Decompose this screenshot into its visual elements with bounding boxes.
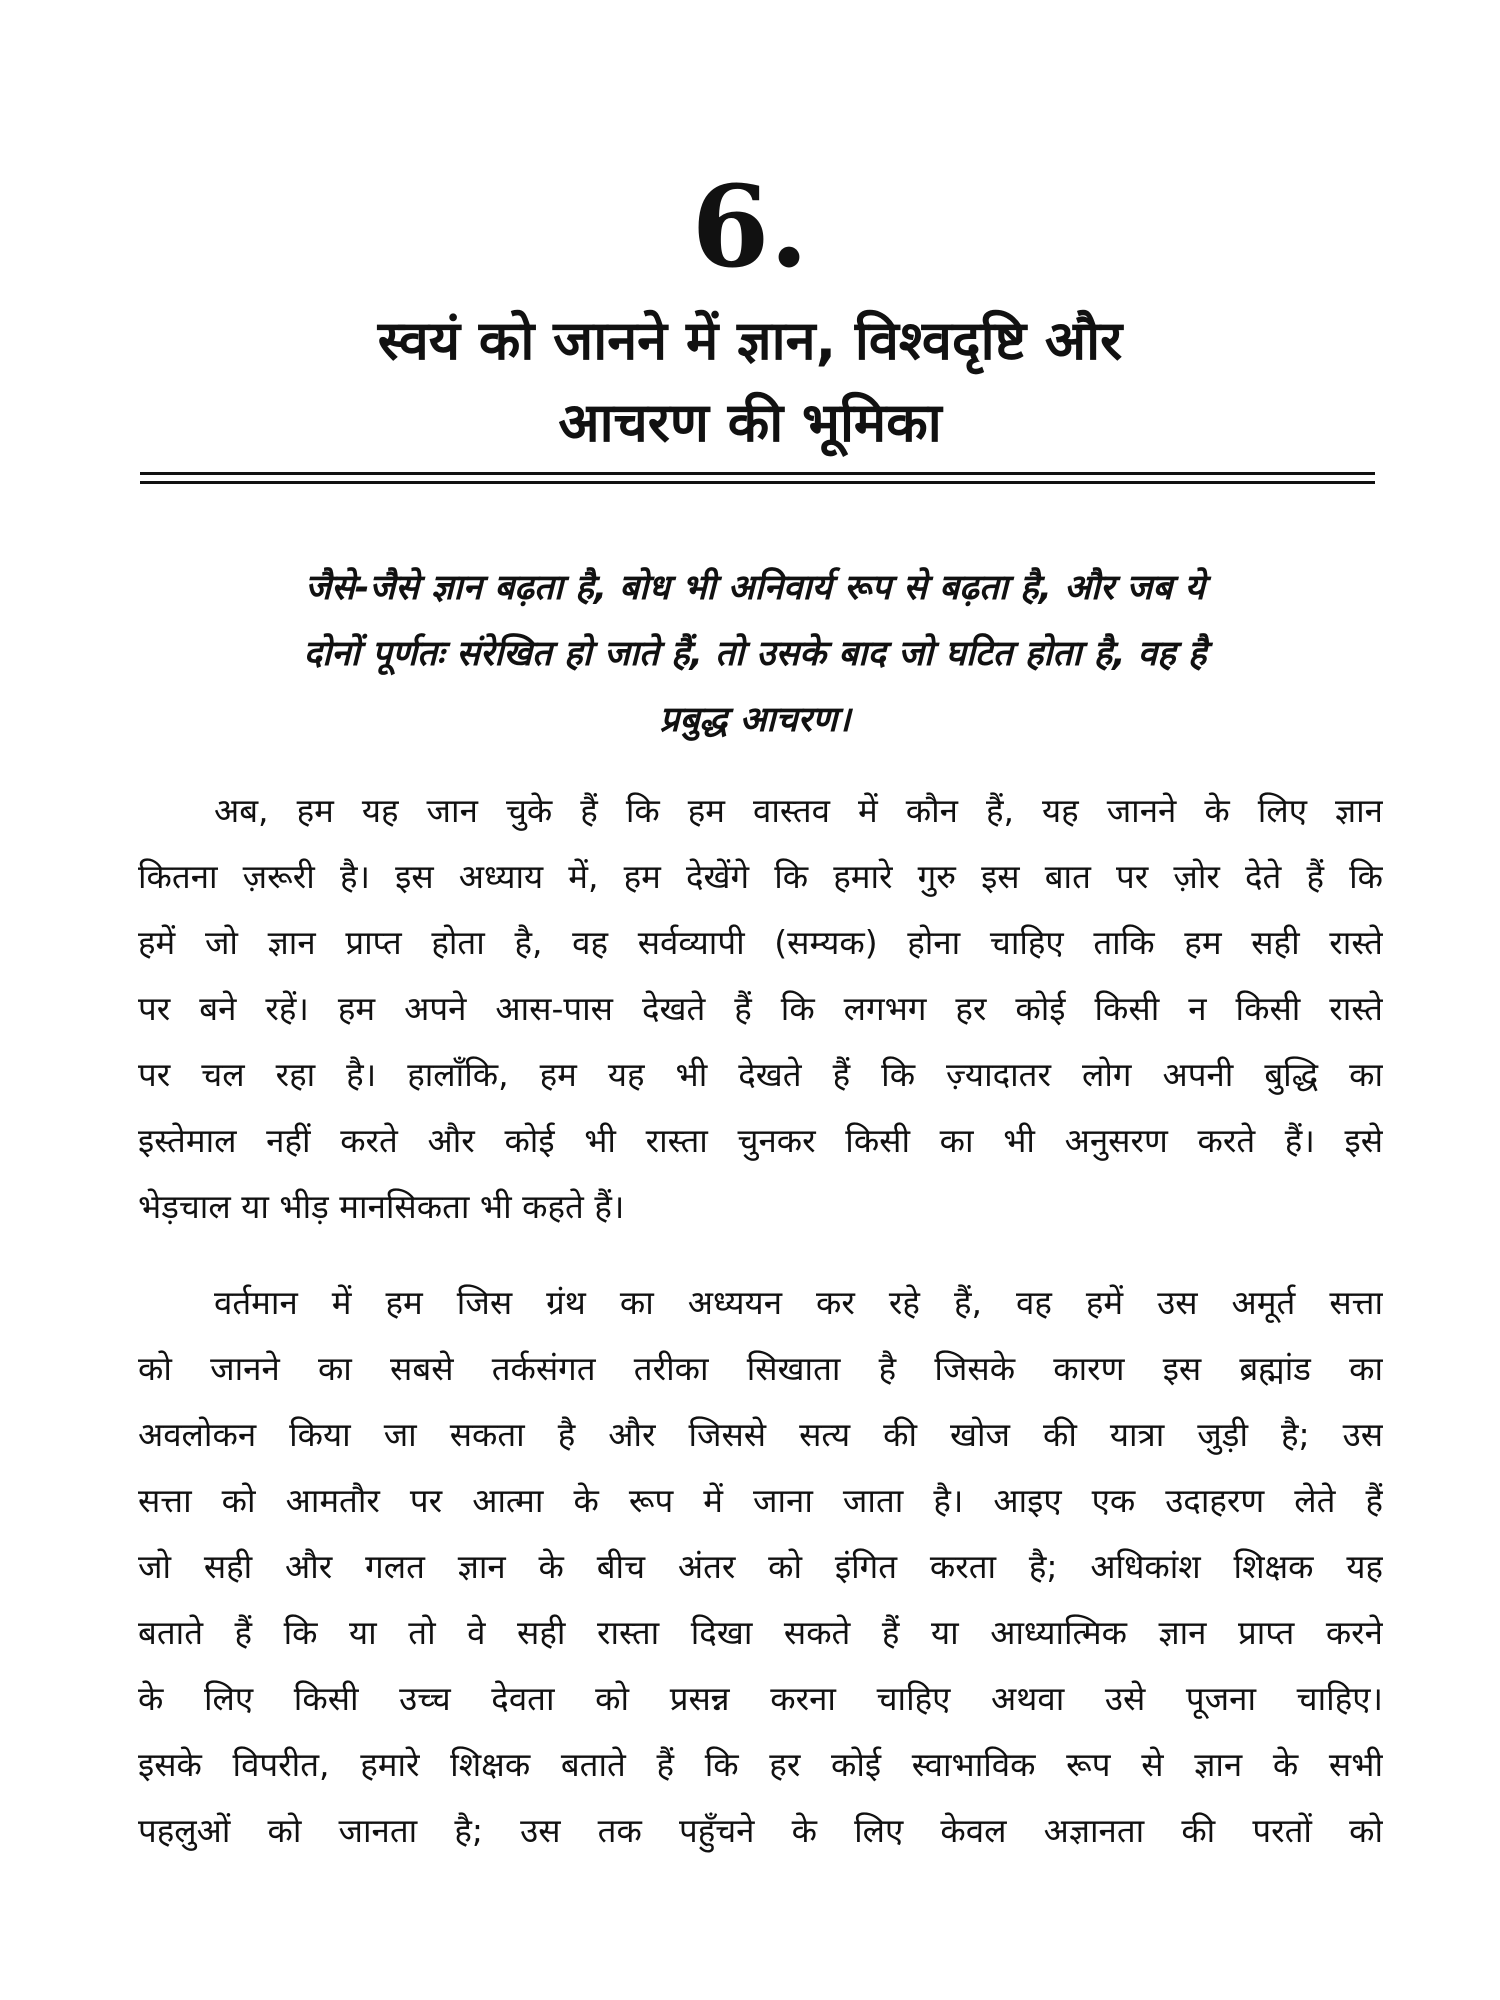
text-line: भेड़चाल या भीड़ मानसिकता भी कहते हैं। bbox=[138, 1187, 625, 1226]
text-line: सत्ता को आमतौर पर आत्मा के रूप में जाना जाता है। आइए एक उदाहरण लेते हैं bbox=[138, 1481, 1383, 1520]
text-line: पहलुओं को जानता है; उस तक पहुँचने के लिए केवल अज्ञानता की परतों को bbox=[138, 1811, 1383, 1850]
chapter-title bbox=[170, 300, 1330, 464]
text-line: बताते हैं कि या तो वे सही रास्ता दिखा सकते हैं या आध्यात्मिक ज्ञान प्राप्त करने bbox=[138, 1613, 1383, 1652]
epigraph-line: दोनों पूर्णतः संरेखित हो जाते हैं, तो उसके बाद जो घटित होता है, वह है bbox=[303, 634, 1207, 674]
chapter-title-line: आचरण की भूमिका bbox=[558, 391, 942, 454]
body-paragraph-1 bbox=[138, 778, 1383, 1240]
text-line: अब, हम यह जान चुके हैं कि हम वास्तव में कौन हैं, यह जानने के लिए ज्ञान bbox=[214, 791, 1383, 830]
chapter-title-line: स्वयं को जानने में ज्ञान, विश्वदृष्टि और bbox=[377, 309, 1123, 372]
text-line: जो सही और गलत ज्ञान के बीच अंतर को इंगित करता है; अधिकांश शिक्षक यह bbox=[138, 1547, 1383, 1586]
title-divider-top bbox=[140, 472, 1375, 475]
text-line: हमें जो ज्ञान प्राप्त होता है, वह सर्वव्यापी (सम्यक) होना चाहिए ताकि हम सही रास्ते bbox=[138, 923, 1383, 962]
text-line: कितना ज़रूरी है। इस अध्याय में, हम देखेंगे कि हमारे गुरु इस बात पर ज़ोर देते हैं कि bbox=[138, 857, 1383, 896]
text-line: पर बने रहें। हम अपने आस-पास देखते हैं कि लगभग हर कोई किसी न किसी रास्ते bbox=[138, 989, 1383, 1028]
text-line: इसके विपरीत, हमारे शिक्षक बताते हैं कि हर कोई स्वाभाविक रूप से ज्ञान के सभी bbox=[138, 1745, 1383, 1784]
text-line: पर चल रहा है। हालाँकि, हम यह भी देखते हैं कि ज़्यादातर लोग अपनी बुद्धि का bbox=[138, 1055, 1383, 1094]
epigraph-line: प्रबुद्ध आचरण। bbox=[659, 700, 851, 740]
text-line: वर्तमान में हम जिस ग्रंथ का अध्ययन कर रहे हैं, वह हमें उस अमूर्त सत्ता bbox=[214, 1283, 1383, 1322]
chapter-number: 6. bbox=[691, 162, 809, 293]
text-line: को जानने का सबसे तर्कसंगत तरीका सिखाता है जिसके कारण इस ब्रह्मांड का bbox=[138, 1349, 1383, 1388]
body-paragraph-2 bbox=[138, 1270, 1383, 1864]
title-divider-bottom bbox=[140, 481, 1375, 484]
text-line: अवलोकन किया जा सकता है और जिससे सत्य की खोज की यात्रा जुड़ी है; उस bbox=[138, 1415, 1383, 1454]
text-line: के लिए किसी उच्च देवता को प्रसन्न करना चाहिए अथवा उसे पूजना चाहिए। bbox=[138, 1679, 1383, 1718]
text-line: इस्तेमाल नहीं करते और कोई भी रास्ता चुनकर किसी का भी अनुसरण करते हैं। इसे bbox=[138, 1121, 1383, 1160]
epigraph bbox=[155, 555, 1355, 753]
epigraph-line: जैसे-जैसे ज्ञान बढ़ता है, बोध भी अनिवार्य रूप से बढ़ता है, और जब ये bbox=[305, 568, 1205, 608]
